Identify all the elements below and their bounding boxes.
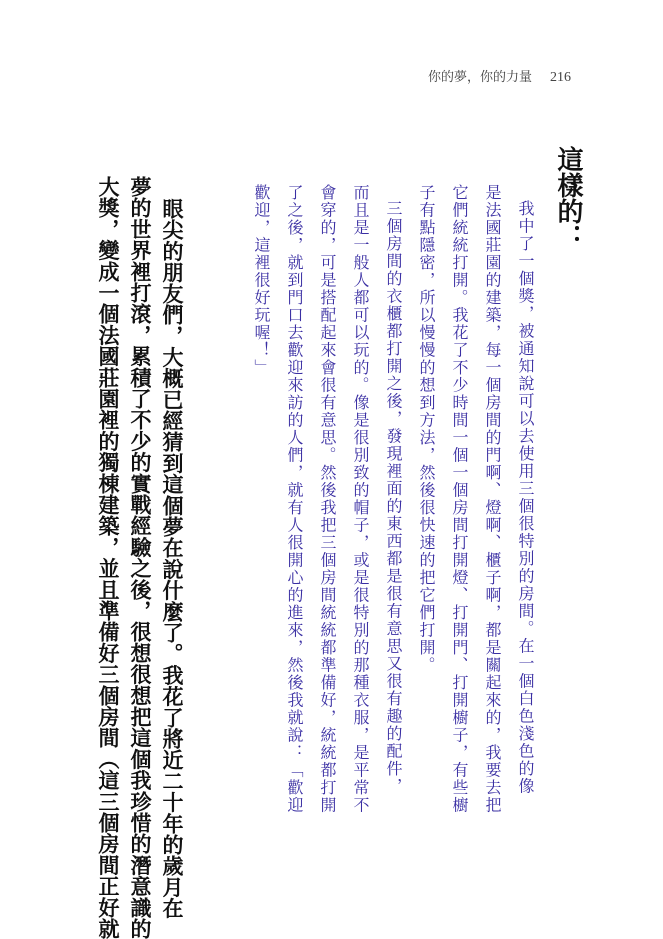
quote-line: 歡迎，這裡很好玩喔！」 xyxy=(252,184,271,377)
quote-line: 它們統統打開。我花了不少時間一個一個房間打開燈、打開門、打開櫥子，有些櫥 xyxy=(450,184,469,814)
book-title: 你的夢，你的力量 xyxy=(427,70,532,85)
quote-line: 我中了一個獎，被通知說可以去使用三個很特別的房間。在一個白色淺色的像 xyxy=(516,200,535,795)
body-line: 眼尖的朋友們，大概已經猜到這個夢在說什麼了。我花了將近二十年的歲月在 xyxy=(160,198,185,919)
quote-line: 是法國莊園的建築，每一個房間的門啊、燈啊、櫃子啊，都是關起來的，我要去把 xyxy=(483,184,502,814)
quote-line: 了之後，就到門口去歡迎來訪的人們，就有人很開心的進來，然後我就說：「歡迎 xyxy=(285,184,304,814)
page-number: 216 xyxy=(550,70,571,85)
running-header xyxy=(428,66,571,86)
quote-line: 子有點隱密，所以慢慢的想到方法，然後很快速的把它們打開。 xyxy=(417,184,436,674)
section-lead-in: 這樣的： xyxy=(553,146,583,250)
body-line: 大獎，變成一個法國莊園裡的獨棟建築，並且準備好三個房間（這三個房間正好就 xyxy=(96,176,121,939)
quote-line: 會穿的，可是搭配起來會很有意思。然後我把三個房間統統都準備好，統統都打開 xyxy=(318,184,337,814)
quote-line: 三個房間的衣櫃都打開之後，發現裡面的東西都是很有意思又很有趣的配件， xyxy=(384,200,403,795)
quote-line: 而且是一般人都可以玩的。像是很別致的帽子，或是很特別的那種衣服，是平常不 xyxy=(351,184,370,814)
body-line: 夢的世界裡打滾，累積了不少的實戰經驗之後，很想很想把這個我珍惜的潛意識的 xyxy=(128,176,153,939)
